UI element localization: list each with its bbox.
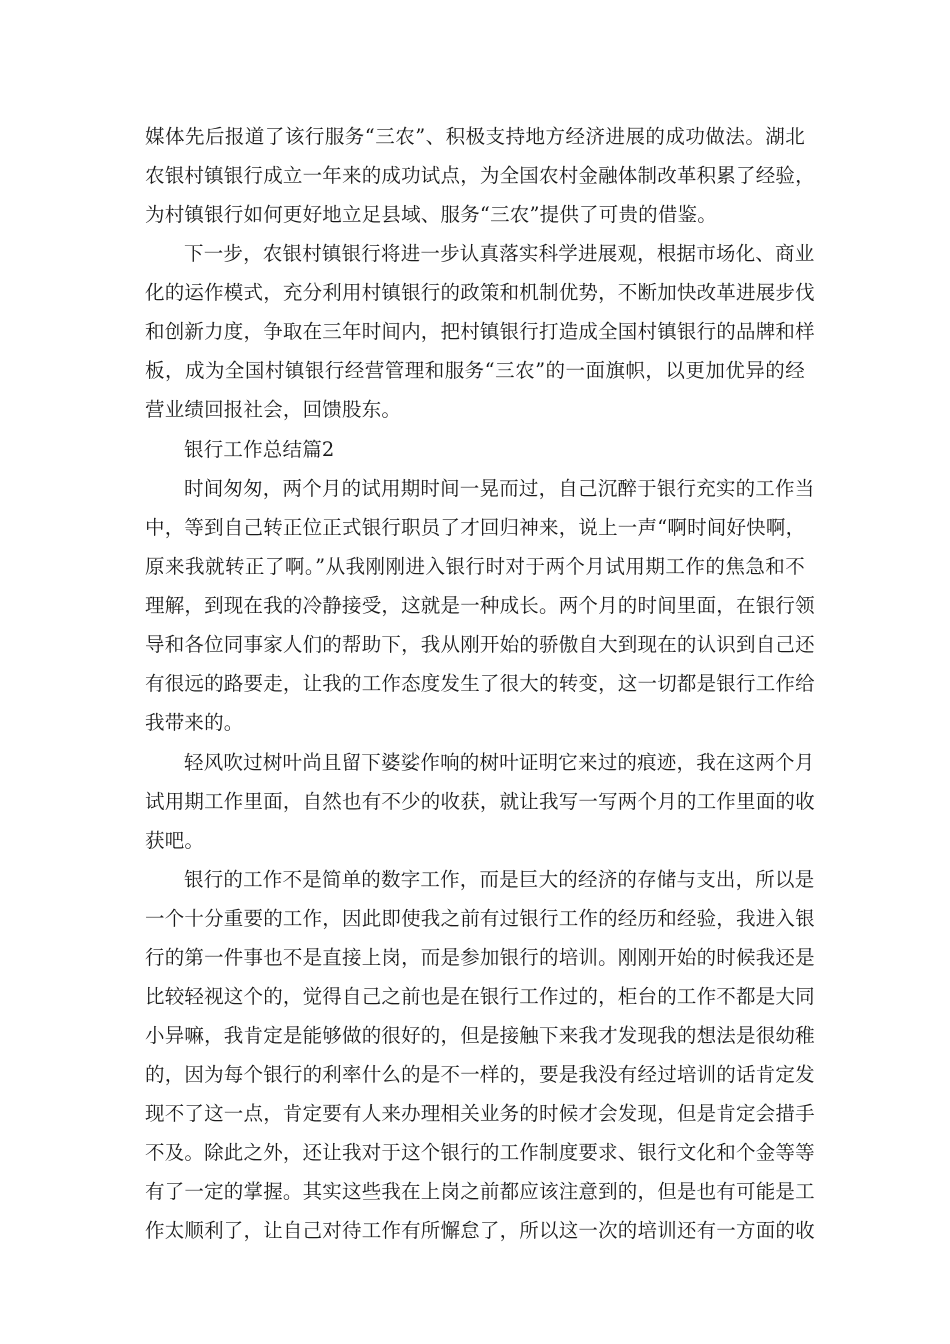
- paragraph-line: 原来我就转正了啊。”从我刚刚进入银行时对于两个月试用期工作的焦急和不: [145, 555, 805, 578]
- paragraph-line: 轻风吹过树叶尚且留下婆娑作响的树叶证明它来过的痕迹，我在这两个月: [184, 751, 815, 774]
- paragraph-line: 有很远的路要走，让我的工作态度发生了很大的转变，这一切都是银行工作给: [145, 672, 815, 695]
- paragraph-line: 下一步，农银村镇银行将进一步认真落实科学进展观，根据市场化、商业: [184, 242, 815, 265]
- paragraph-line: 化的运作模式，充分利用村镇银行的政策和机制优势，不断加快改革进展步伐: [145, 281, 815, 304]
- paragraph-line: 时间匆匆，两个月的试用期时间一晃而过，自己沉醉于银行充实的工作当: [184, 477, 815, 500]
- paragraph-line: 行的第一件事也不是直接上岗，而是参加银行的培训。刚刚开始的时候我还是: [145, 946, 815, 969]
- paragraph-line: 理解，到现在我的冷静接受，这就是一种成长。两个月的时间里面，在银行领: [145, 594, 815, 617]
- paragraph-line: 获吧。: [145, 829, 205, 852]
- paragraph-line: 媒体先后报道了该行服务“三农”、积极支持地方经济进展的成功做法。湖北: [145, 125, 805, 148]
- paragraph-line: 板，成为全国村镇银行经营管理和服务“三农”的一面旗帜，以更加优异的经: [145, 359, 805, 382]
- section-heading: 银行工作总结篇2: [184, 438, 335, 461]
- paragraph-line: 银行的工作不是简单的数字工作，而是巨大的经济的存储与支出，所以是: [184, 868, 815, 891]
- paragraph-line: 的，因为每个银行的利率什么的是不一样的，要是我没有经过培训的话肯定发: [145, 1063, 815, 1086]
- paragraph-line: 导和各位同事家人们的帮助下，我从刚开始的骄傲自大到现在的认识到自己还: [145, 633, 815, 656]
- paragraph-line: 我带来的。: [145, 711, 244, 734]
- paragraph-line: 试用期工作里面，自然也有不少的收获，就让我写一写两个月的工作里面的收: [145, 790, 815, 813]
- paragraph-line: 作太顺利了，让自己对待工作有所懈怠了，所以这一次的培训还有一方面的收: [145, 1219, 815, 1242]
- paragraph-line: 为村镇银行如何更好地立足县域、服务“三农”提供了可贵的借鉴。: [145, 203, 717, 226]
- paragraph-line: 一个十分重要的工作，因此即使我之前有过银行工作的经历和经验，我进入银: [145, 907, 815, 930]
- paragraph-line: 不及。除此之外，还让我对于这个银行的工作制度要求、银行文化和个金等等: [145, 1141, 815, 1164]
- paragraph-line: 农银村镇银行成立一年来的成功试点，为全国农村金融体制改革积累了经验，: [145, 164, 815, 187]
- paragraph-line: 有了一定的掌握。其实这些我在上岗之前都应该注意到的，但是也有可能是工: [145, 1180, 815, 1203]
- paragraph-line: 营业绩回报社会，回馈股东。: [145, 398, 402, 421]
- paragraph-line: 中，等到自己转正位正式银行职员了才回归神来，说上一声“啊时间好快啊，: [145, 516, 806, 539]
- paragraph-line: 现不了这一点，肯定要有人来办理相关业务的时候才会发现，但是肯定会措手: [145, 1102, 815, 1125]
- paragraph-line: 小异嘛，我肯定是能够做的很好的，但是接触下来我才发现我的想法是很幼稚: [145, 1024, 815, 1047]
- paragraph-line: 和创新力度，争取在三年时间内，把村镇银行打造成全国村镇银行的品牌和样: [145, 320, 815, 343]
- paragraph-line: 比较轻视这个的，觉得自己之前也是在银行工作过的，柜台的工作不都是大同: [145, 985, 815, 1008]
